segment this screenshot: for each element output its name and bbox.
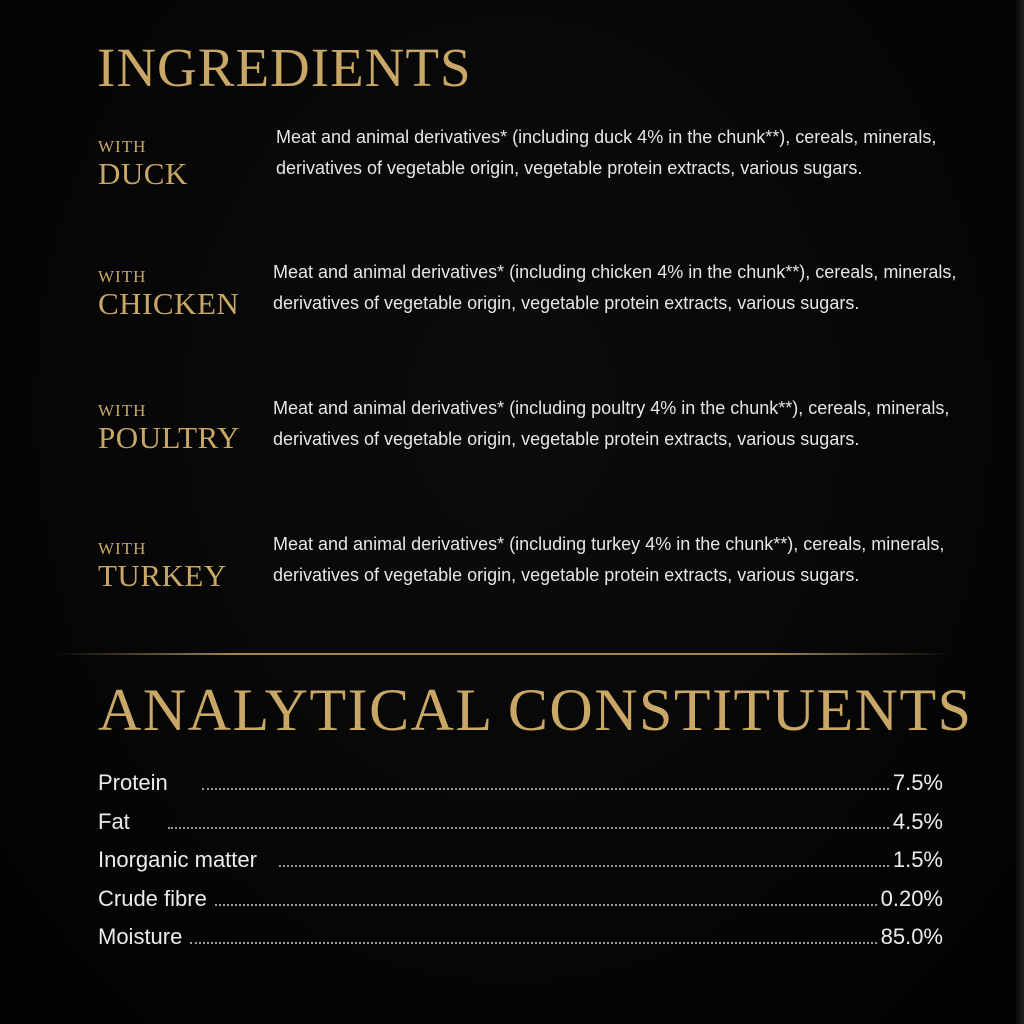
ingredient-text: Meat and animal derivatives* (including turkey 4% in the chunk**), cereals, minerals, derivatives of vegetable origin, vegetable protein extracts, various sugars.	[273, 534, 945, 585]
ingredient-label	[98, 402, 240, 456]
constituent-name: Inorganic matter	[98, 847, 257, 872]
dot-leader	[190, 941, 876, 944]
constituent-row-fat	[98, 809, 943, 848]
ingredient-name: DUCK	[98, 156, 188, 191]
constituent-value: 0.20%	[880, 885, 943, 911]
ingredient-with: WITH	[98, 539, 147, 558]
ingredient-with: WITH	[98, 401, 147, 420]
ingredient-label	[98, 268, 239, 322]
ingredient-with: WITH	[98, 267, 147, 286]
ingredient-label	[98, 138, 188, 192]
ingredient-label	[98, 540, 227, 594]
constituent-value: 4.5%	[892, 808, 943, 834]
ingredient-name: TURKEY	[98, 558, 227, 593]
analytical-title: ANALYTICAL CONSTITUENTS	[98, 677, 973, 743]
ingredient-name: POULTRY	[98, 420, 240, 455]
constituent-name: Moisture	[98, 924, 183, 949]
ingredients-title: INGREDIENTS	[97, 37, 472, 98]
dot-leader	[168, 826, 889, 829]
constituent-value: 7.5%	[892, 770, 943, 795]
section-divider	[55, 653, 950, 655]
constituent-value: 85.0%	[880, 924, 943, 949]
constituent-value: 1.5%	[892, 847, 943, 872]
ingredient-text: Meat and animal derivatives* (including poultry 4% in the chunk**), cereals, minerals, derivatives of vegetable origin, vegetable protein extracts, various sugars.	[273, 398, 950, 449]
constituent-row-protein	[98, 770, 943, 809]
constituent-name: Crude fibre	[98, 885, 207, 911]
dot-leader	[279, 864, 889, 867]
ingredient-text: Meat and animal derivatives* (including chicken 4% in the chunk**), cereals, minerals, derivatives of vegetable origin, vegetable protein extracts, various sugars.	[273, 262, 957, 313]
constituent-row-inorganic-matter	[98, 847, 943, 886]
right-edge-shade	[1016, 0, 1024, 1024]
dot-leader	[215, 903, 877, 906]
ingredient-text: Meat and animal derivatives* (including duck 4% in the chunk**), cereals, minerals, derivatives of vegetable origin, vegetable protein extracts, various sugars.	[276, 127, 937, 178]
analytical-constituents-list	[98, 770, 943, 963]
dot-leader	[202, 787, 889, 790]
ingredient-with: WITH	[98, 137, 147, 156]
constituent-name: Protein	[98, 770, 168, 795]
constituent-name: Fat	[98, 808, 130, 834]
ingredient-name: CHICKEN	[98, 286, 240, 321]
constituent-row-crude-fibre	[98, 886, 943, 925]
constituent-row-moisture	[98, 924, 943, 963]
